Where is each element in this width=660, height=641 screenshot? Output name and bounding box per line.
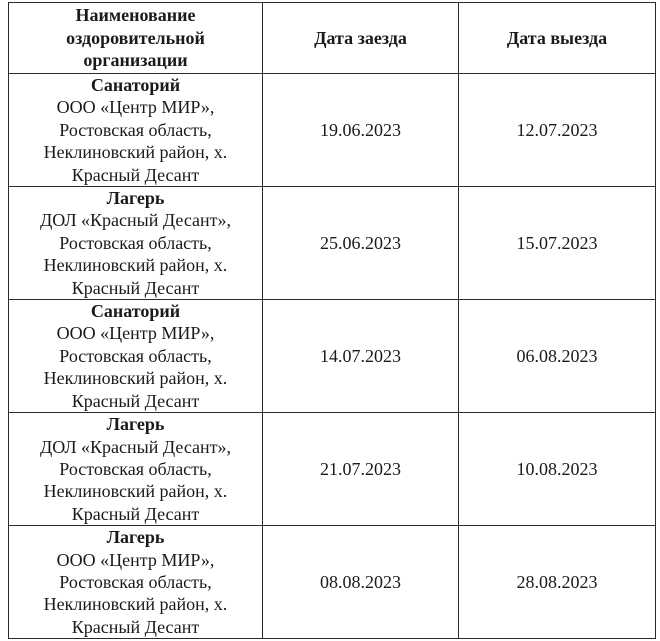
check-in-date: 08.08.2023 (263, 526, 459, 639)
check-out-date: 12.07.2023 (459, 74, 656, 187)
header-check-out: Дата выезда (459, 3, 656, 74)
organization-line: Неклиновский район, х. (43, 255, 228, 276)
organization-line: Ростовская область, (59, 119, 212, 140)
organization-line: Неклиновский район, х. (43, 594, 228, 615)
header-organization-line: организации (83, 50, 188, 71)
organization-line: Ростовская область, (59, 232, 212, 253)
header-organization-line: оздоровительной (66, 27, 205, 48)
organization-type: Санаторий (90, 301, 181, 322)
organization-cell (9, 187, 263, 300)
organization-line: Неклиновский район, х. (43, 481, 228, 502)
table-header-row (9, 3, 656, 74)
check-out-date: 15.07.2023 (459, 187, 656, 300)
organization-line: Неклиновский район, х. (43, 142, 228, 163)
organization-line: ООО «Центр МИР», (56, 549, 215, 570)
check-out-date: 06.08.2023 (459, 300, 656, 413)
schedule-table (8, 2, 656, 639)
organization-line: Ростовская область, (59, 345, 212, 366)
table-row (9, 413, 656, 526)
organization-line: Неклиновский район, х. (43, 368, 228, 389)
organization-line: Красный Десант (71, 390, 200, 411)
organization-line: Красный Десант (71, 616, 200, 637)
header-check-in: Дата заезда (263, 3, 459, 74)
organization-cell (9, 413, 263, 526)
organization-line: ДОЛ «Красный Десант», (39, 210, 232, 231)
organization-type: Лагерь (106, 414, 165, 435)
check-in-date: 21.07.2023 (263, 413, 459, 526)
organization-line: Красный Десант (71, 277, 200, 298)
organization-line: ДОЛ «Красный Десант», (39, 436, 232, 457)
table-row (9, 300, 656, 413)
organization-cell (9, 74, 263, 187)
organization-cell (9, 526, 263, 639)
check-in-date: 25.06.2023 (263, 187, 459, 300)
organization-line: Красный Десант (71, 164, 200, 185)
table-row (9, 74, 656, 187)
table-row (9, 187, 656, 300)
header-organization (9, 3, 263, 74)
check-out-date: 10.08.2023 (459, 413, 656, 526)
check-in-date: 19.06.2023 (263, 74, 459, 187)
organization-type: Лагерь (106, 527, 165, 548)
table-row (9, 526, 656, 639)
organization-cell (9, 300, 263, 413)
organization-line: Ростовская область, (59, 571, 212, 592)
organization-type: Санаторий (90, 75, 181, 95)
check-out-date: 28.08.2023 (459, 526, 656, 639)
organization-line: Красный Десант (71, 503, 200, 524)
check-in-date: 14.07.2023 (263, 300, 459, 413)
organization-line: ООО «Центр МИР», (56, 97, 215, 118)
organization-type: Лагерь (106, 188, 165, 209)
organization-line: ООО «Центр МИР», (56, 323, 215, 344)
header-organization-line: Наименование (75, 5, 196, 26)
organization-line: Ростовская область, (59, 458, 212, 479)
